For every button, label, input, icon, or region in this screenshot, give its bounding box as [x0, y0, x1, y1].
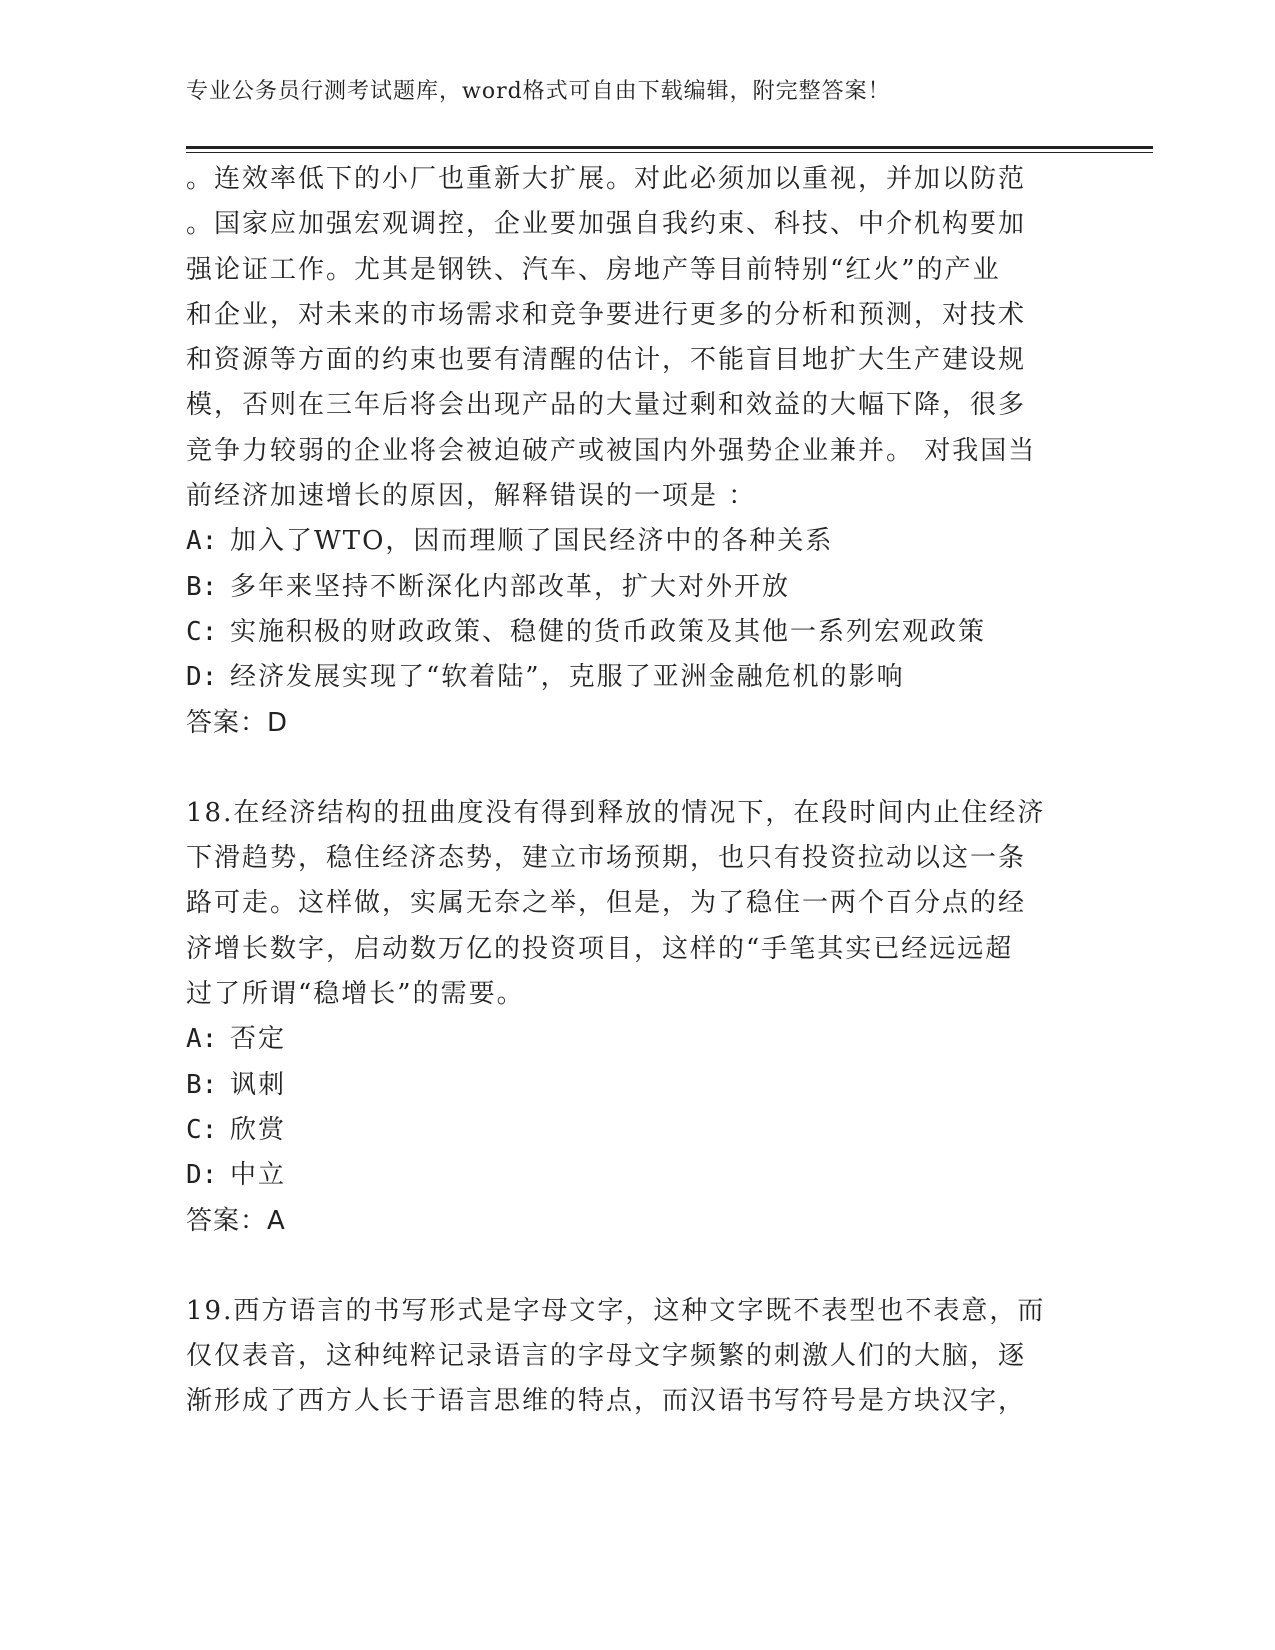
option-letter: B: [186, 1069, 218, 1100]
question-line: 19.西方语言的书写形式是字母文字，这种文字既不表型也不表意，而 [186, 1295, 1046, 1326]
option-d [186, 655, 1076, 700]
option-text: 欣赏 [230, 1114, 287, 1145]
option-letter: A: [186, 526, 218, 557]
spacer [186, 746, 1076, 791]
answer-label: 答案：A [186, 1205, 286, 1236]
option-a [186, 1017, 1076, 1062]
option-c [186, 610, 1076, 655]
option-text: 加入了WTO，因而理顺了国民经济中的各种关系 [230, 526, 834, 557]
option-letter: D: [186, 1160, 218, 1191]
question-17-continuation [186, 157, 1076, 746]
spacer [186, 1244, 1076, 1289]
question-line: 济增长数字，启动数万亿的投资项目，这样的“手笔其实已经远远超 [186, 933, 1014, 964]
header-rule-thick [186, 146, 1153, 149]
document-body [186, 157, 1076, 1425]
question-line: 竞争力较弱的企业将会被迫破产或被国内外强势企业兼并。 对我国当 [186, 435, 1037, 466]
option-text: 实施积极的财政政策、稳健的货币政策及其他一系列宏观政策 [230, 616, 987, 647]
option-b [186, 1063, 1076, 1108]
document-header: 专业公务员行测考试题库，word格式可自由下载编辑，附完整答案！ [186, 79, 891, 104]
answer-label: 答案：D [186, 707, 289, 738]
header-rule-thin [186, 152, 1153, 153]
option-text: 多年来坚持不断深化内部改革，扩大对外开放 [230, 571, 791, 602]
question-line: 仅仅表音，这种纯粹记录语言的字母文字频繁的刺激人们的大脑，逐 [186, 1341, 1027, 1372]
option-letter: C: [186, 616, 218, 647]
question-line: 渐形成了西方人长于语言思维的特点，而汉语书写符号是方块汉字， [186, 1386, 1027, 1417]
question-line: 18.在经济结构的扭曲度没有得到释放的情况下，在段时间内止住经济 [186, 797, 1046, 828]
option-text: 经济发展实现了“软着陆”，克服了亚洲金融危机的影响 [230, 662, 905, 693]
question-18 [186, 791, 1076, 1244]
question-line: 。国家应加强宏观调控，企业要加强自我约束、科技、中介机构要加 [186, 209, 1027, 240]
option-d [186, 1153, 1076, 1198]
option-c [186, 1108, 1076, 1153]
question-line: 和企业，对未来的市场需求和竞争要进行更多的分析和预测，对技术 [186, 299, 1027, 330]
question-line: 下滑趋势，稳住经济态势，建立市场预期，也只有投资拉动以这一条 [186, 843, 1027, 874]
option-text: 中立 [230, 1160, 287, 1191]
option-letter: A: [186, 1024, 218, 1055]
question-line: 过了所谓“稳增长”的需要。 [186, 979, 525, 1010]
question-line: 前经济加速增长的原因，解释错误的一项是 ： [186, 481, 757, 512]
question-19 [186, 1289, 1076, 1425]
question-line: 和资源等方面的约束也要有清醒的估计，不能盲目地扩大生产建设规 [186, 345, 1027, 376]
option-a [186, 519, 1076, 564]
option-text: 否定 [230, 1024, 287, 1055]
question-line: 。连效率低下的小厂也重新大扩展。对此必须加以重视，并加以防范 [186, 164, 1027, 194]
question-line: 强论证工作。尤其是钢铁、汽车、房地产等目前特别“红火”的产业 [186, 254, 1001, 285]
option-letter: B: [186, 571, 218, 602]
option-b [186, 565, 1076, 610]
option-letter: D: [186, 662, 218, 693]
option-letter: C: [186, 1114, 218, 1145]
question-line: 模，否则在三年后将会出现产品的大量过剩和效益的大幅下降，很多 [186, 390, 1027, 421]
question-line: 路可走。这样做，实属无奈之举，但是，为了稳住一两个百分点的经 [186, 888, 1027, 919]
option-text: 讽刺 [230, 1069, 287, 1100]
